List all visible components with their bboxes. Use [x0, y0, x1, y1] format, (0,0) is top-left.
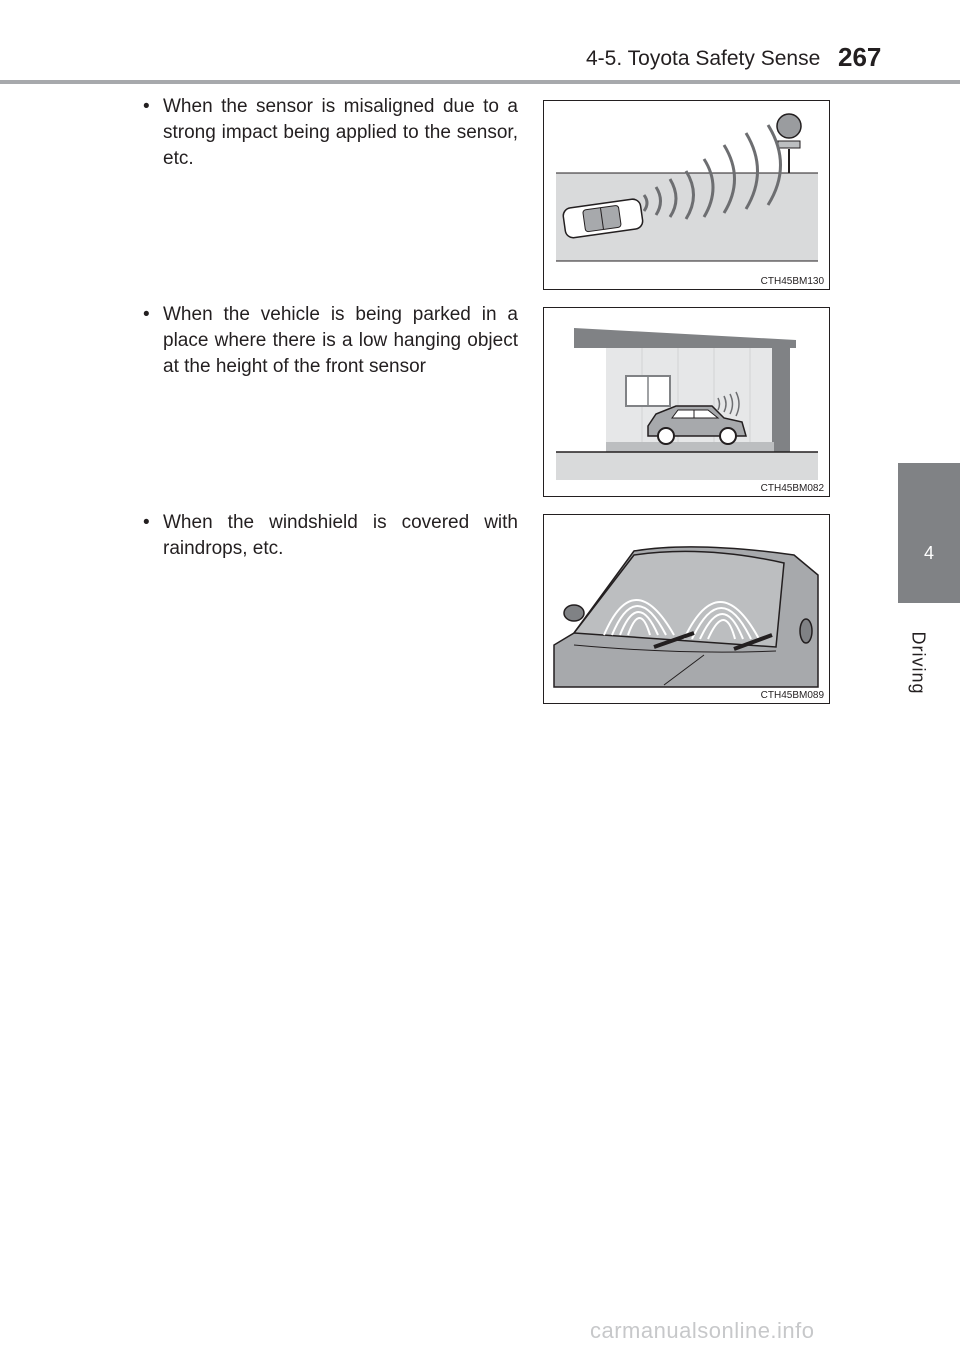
chapter-tab [898, 463, 960, 603]
bullet: • [143, 512, 150, 533]
figure-code: CTH45BM089 [760, 690, 824, 701]
garage-parking-illustration [544, 308, 829, 496]
windshield-illustration [544, 515, 829, 703]
chapter-label [888, 613, 948, 713]
misaligned-sensor-illustration [544, 101, 829, 289]
section-title: 4-5. Toyota Safety Sense [586, 47, 821, 70]
figure-code: CTH45BM082 [760, 483, 824, 494]
page-number: 267 [838, 42, 882, 72]
bullet: • [143, 96, 150, 117]
figure-low-hanging-object [543, 307, 830, 497]
figure-misaligned-sensor [543, 100, 830, 290]
header-rule [0, 80, 960, 84]
list-item [143, 302, 518, 380]
watermark-link[interactable]: carmanualsonline.info [590, 1318, 815, 1343]
chapter-number: 4 [923, 543, 934, 563]
figure-code: CTH45BM130 [760, 276, 824, 287]
list-item [143, 94, 518, 172]
item-text: When the vehicle is being parked in a place where there is a low hanging object at the height of the front sensor [163, 304, 518, 377]
bullet: • [143, 304, 150, 325]
chapter-title: Driving [908, 631, 929, 695]
item-text: When the sensor is misaligned due to a strong impact being applied to the sensor, etc. [163, 96, 518, 169]
figure-raindrops-windshield [543, 514, 830, 704]
item-text: When the windshield is covered with raindrops, etc. [163, 512, 518, 559]
list-item [143, 510, 518, 562]
